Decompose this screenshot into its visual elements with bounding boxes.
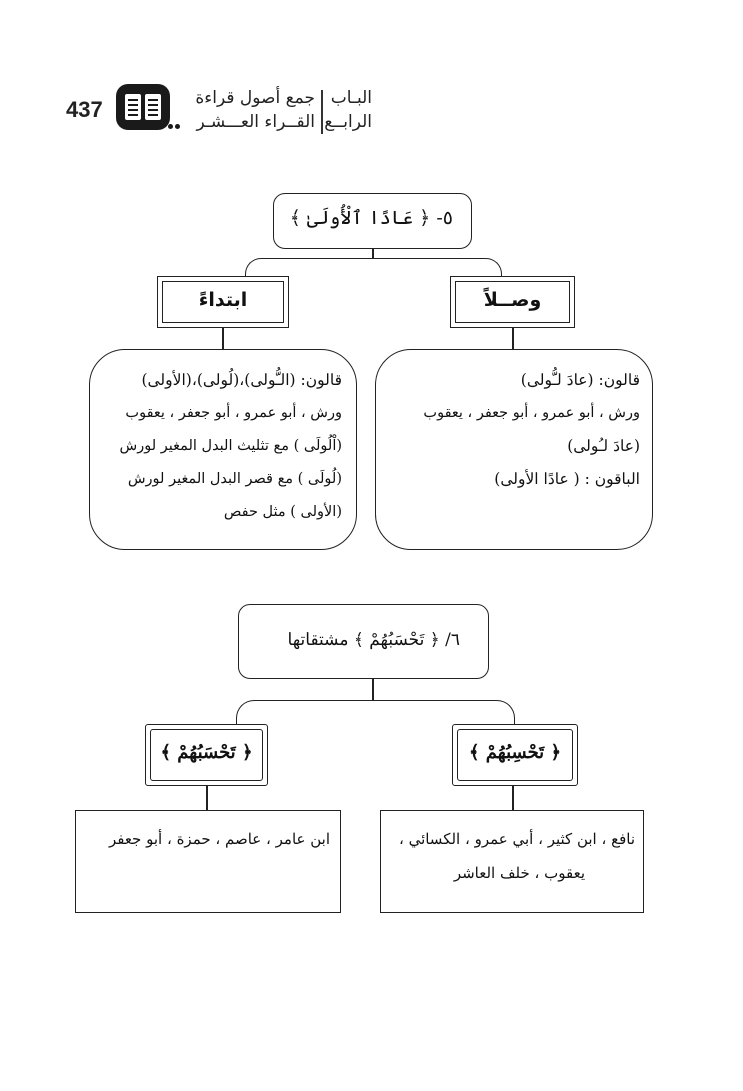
section2-left-label-box [145, 724, 268, 786]
connector [372, 700, 515, 724]
connector [245, 258, 375, 278]
section1-left-label-box [157, 276, 289, 328]
section2-left-content-box [75, 810, 341, 913]
decorative-dots-icon [168, 122, 184, 130]
section1-right-line: الباقون : ( عادًا الأولى) [494, 470, 640, 488]
section1-left-label: ابتداءً [198, 289, 248, 311]
section1-right-line: قالون: (عادَ لـُّولى) [520, 371, 640, 389]
book-title-line2: القــراء العـــشـر [196, 112, 315, 132]
connector [512, 786, 514, 811]
section1-left-content-box [89, 349, 357, 550]
section2-left-line: ابن عامر ، عاصم ، حمزة ، أبو جعفر [108, 830, 330, 848]
section2-title: ٦/ ﴿ تَحْسَبُهُمْ ﴾ مشتقاتها [287, 630, 460, 650]
section2-title-box [238, 604, 489, 679]
connector [372, 258, 502, 278]
section2-right-line: يعقوب ، خلف العاشر [453, 864, 585, 882]
section1-title-box [273, 193, 472, 249]
chapter-label-line1: البـاب [330, 88, 372, 108]
section1-left-line: (اْلُولَى ) مع تثليث البدل المغير لورش [119, 438, 342, 454]
book-logo-icon [116, 84, 170, 130]
section1-right-line: (عادَ لـُولى) [567, 437, 640, 455]
section1-right-label: وصــلاً [483, 289, 542, 311]
section2-right-label: ﴿ تَحْسِبُهُمْ ﴾ [468, 742, 562, 763]
connector [372, 679, 374, 701]
section1-right-label-box [450, 276, 575, 328]
section1-left-line: قالون: (الـُّولى)،(لُولى)،(الأولى) [141, 371, 342, 389]
connector [206, 786, 208, 811]
section2-right-line: نافع ، ابن كثير ، أبي عمرو ، الكسائي ، [398, 830, 635, 848]
header-divider [321, 90, 323, 134]
page-number: 437 [66, 97, 103, 122]
book-title-line1: جمع أصول قراءة [195, 88, 315, 108]
connector [512, 328, 514, 350]
section2-left-label: ﴿ تَحْسَبُهُمْ ﴾ [160, 742, 253, 763]
connector [236, 700, 375, 724]
section1-left-line: ورش ، أبو عمرو ، أبو جعفر ، يعقوب [125, 405, 342, 421]
section1-right-content-box [375, 349, 653, 550]
chapter-label-line2: الرابــع [324, 112, 372, 132]
section1-left-line: (لُولَى ) مع قصر البدل المغير لورش [127, 471, 342, 487]
section1-left-line: (الأولى ) مثل حفص [223, 504, 342, 520]
section2-right-label-box [452, 724, 578, 786]
section2-right-content-box [380, 810, 644, 913]
section1-right-line: ورش ، أبو عمرو ، أبو جعفر ، يعقوب [423, 405, 640, 421]
connector [222, 328, 224, 350]
section1-title: ٥- ﴿ عَادًا ٱلْأُولَىٰ ﴾ [289, 207, 453, 229]
